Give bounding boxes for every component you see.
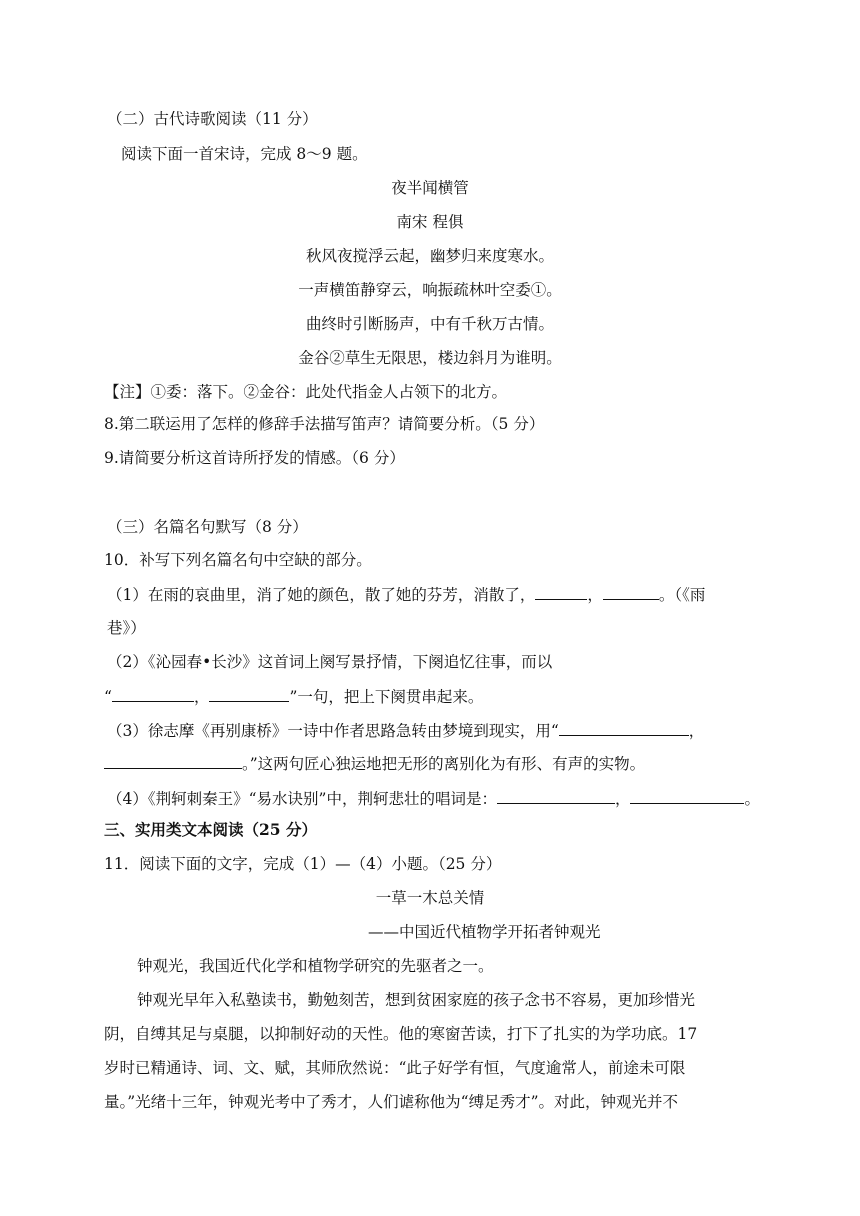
dictation-item-1-continued: 巷》） — [107, 619, 146, 637]
answer-blank[interactable] — [630, 787, 744, 804]
dictation-item-1 — [107, 583, 705, 606]
article-paragraph-1: 钟观光，我国近代化学和植物学研究的先驱者之一。 — [137, 957, 494, 975]
poem-author: 南宋 程俱 — [396, 213, 464, 231]
item-3-separator: ， — [688, 722, 705, 740]
answer-blank[interactable] — [497, 787, 615, 804]
section-heading-poetry: （二）古代诗歌阅读（11 分） — [107, 110, 318, 128]
item-2-tail: ”一句，把上下阕贯串起来。 — [289, 688, 484, 706]
item-3-prompt: （3）徐志摩《再别康桥》一诗中作者思路急转由梦境到现实，用“ — [107, 722, 559, 740]
dictation-item-4 — [107, 787, 760, 810]
item-4-separator: ， — [614, 790, 631, 808]
question-10: 10．补写下列名篇名句中空缺的部分。 — [104, 551, 372, 569]
answer-blank[interactable] — [104, 752, 242, 769]
answer-blank[interactable] — [112, 685, 194, 702]
dictation-item-3 — [107, 719, 704, 742]
item-1-prompt: （1）在雨的哀曲里，消了她的颜色，散了她的芬芳，消散了， — [107, 586, 536, 604]
poem-line-3: 曲终时引断肠声，中有千秋万古情。 — [305, 315, 554, 333]
item-1-source: 。（《雨 — [658, 586, 706, 604]
article-paragraph-2-line-3: 岁时已精通诗、词、文、赋，其师欣然说：“此子好学有恒，气度逾常人，前途未可限 — [104, 1059, 686, 1077]
poem-line-4: 金谷②草生无限思，楼边斜月为谁明。 — [298, 349, 562, 367]
part-heading-practical-reading: 三、实用类文本阅读（25 分） — [104, 820, 317, 839]
article-paragraph-2-line-1: 钟观光早年入私塾读书，勤勉刻苦，想到贫困家庭的孩子念书不容易，更加珍惜光 — [137, 991, 696, 1009]
question-8: 8.第二联运用了怎样的修辞手法描写笛声？请简要分析。（5 分） — [104, 415, 545, 433]
item-2-separator: ， — [193, 688, 210, 706]
question-11: 11．阅读下面的文字，完成（1）—（4）小题。（25 分） — [104, 855, 502, 873]
question-9: 9.请简要分析这首诗所抒发的情感。（6 分） — [104, 449, 405, 467]
answer-blank[interactable] — [603, 583, 659, 600]
poem-title: 夜半闻横管 — [391, 179, 469, 197]
poetry-instructions: 阅读下面一首宋诗，完成 8～9 题。 — [121, 145, 368, 163]
item-3-tail: 。”这两句匠心独运地把无形的离别化为有形、有声的实物。 — [242, 755, 646, 773]
dictation-item-2-continued — [104, 685, 483, 708]
article-subtitle: ——中国近代植物学开拓者钟观光 — [368, 923, 601, 941]
poem-line-2: 一声横笛静穿云，响振疏林叶空委①。 — [298, 281, 562, 299]
answer-blank[interactable] — [209, 685, 289, 702]
dictation-item-3-continued — [104, 752, 645, 775]
poem-note: 【注】①委：落下。②金谷：此处代指金人占领下的北方。 — [104, 383, 508, 401]
poem-line-1: 秋风夜搅浮云起，幽梦归来度寒水。 — [305, 247, 554, 265]
item-4-tail: 。 — [744, 790, 760, 808]
open-quote: “ — [104, 688, 112, 706]
article-paragraph-2-line-2: 阴，自缚其足与桌腿，以抑制好动的天性。他的寒窗苦读，打下了扎实的为学功底。17 — [104, 1025, 698, 1043]
answer-blank[interactable] — [535, 583, 587, 600]
article-paragraph-2-line-4: 量。”光绪十三年，钟观光考中了秀才，人们谑称他为“缚足秀才”。对此，钟观光并不 — [104, 1093, 679, 1111]
article-title: 一草一木总关情 — [375, 889, 485, 907]
item-1-separator: ， — [587, 586, 603, 604]
section-heading-dictation: （三）名篇名句默写（8 分） — [107, 518, 308, 536]
answer-blank[interactable] — [559, 719, 689, 736]
dictation-item-2: （2）《沁园春•长沙》这首词上阕写景抒情，下阕追忆往事，而以 — [107, 653, 553, 671]
item-4-prompt: （4）《荆轲刺秦王》“易水诀别”中，荆轲悲壮的唱词是： — [107, 790, 497, 808]
